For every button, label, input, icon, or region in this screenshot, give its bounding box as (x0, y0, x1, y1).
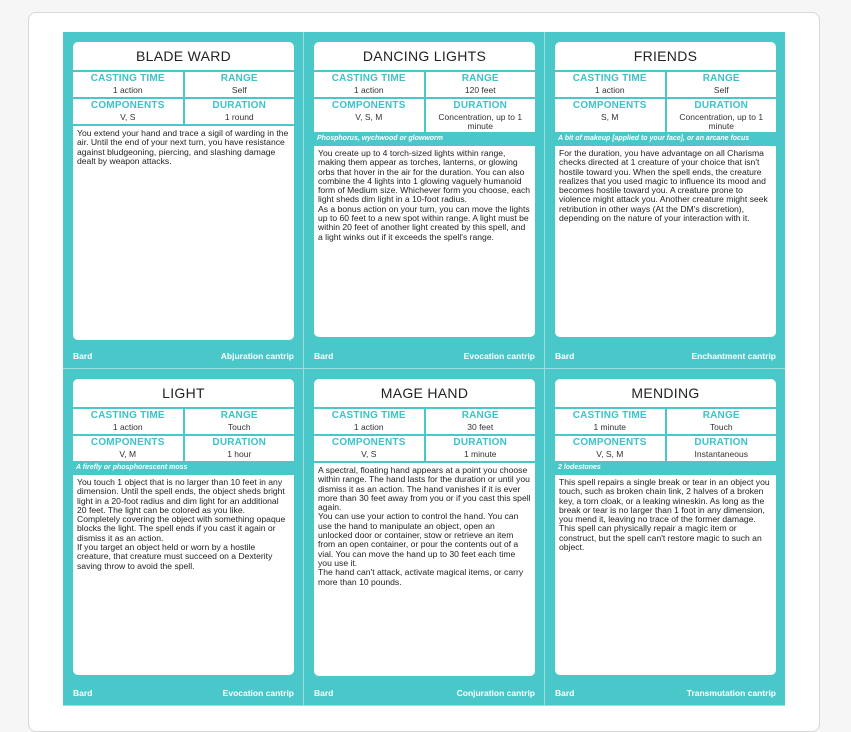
card-stats (73, 72, 294, 124)
card-title: BLADE WARD (73, 42, 294, 70)
range-value: Self (231, 85, 247, 95)
range-value: Touch (709, 422, 733, 432)
description-paragraph: For the duration, you have advantage on all Charisma checks directed at 1 creature of your choice that isn't hostile toward you. When the spell ends, the creature realizes that you used magic to influence its mood and becomes hostile toward you. A creature prone to violence might attack you. Another creature might seek retribution in other ways (At the DM's discretion), depending on the nature of your interaction with it. (559, 148, 768, 224)
card-description (555, 146, 776, 337)
casting-time-value: 1 action (353, 422, 384, 432)
casting-time-value: 1 action (112, 85, 143, 95)
card-stats (555, 409, 776, 461)
duration-label: DURATION (694, 437, 749, 448)
range-stat (185, 72, 295, 97)
casting-time-stat (555, 72, 665, 97)
description-paragraph: You touch 1 object that is no larger than 10 feet in any dimension. Until the spell ends, the object sheds bright light in a 20-foot radius and dim light for an additional 20 feet. The light can be colored as you like. Completely covering the object with something opaque blocks the light. The spell ends if you cast it again or dismiss it as an action. (77, 477, 286, 543)
range-label: RANGE (220, 410, 258, 421)
range-label: RANGE (702, 410, 740, 421)
card-description (555, 475, 776, 675)
duration-value: 1 minute (463, 449, 497, 459)
casting-time-label: CASTING TIME (331, 73, 406, 84)
casting-time-label: CASTING TIME (90, 410, 165, 421)
components-stat (314, 436, 424, 461)
casting-time-value: 1 action (353, 85, 384, 95)
card-title: MAGE HAND (314, 379, 535, 407)
duration-value: Instantaneous (694, 449, 748, 459)
components-label: COMPONENTS (90, 100, 165, 111)
range-label: RANGE (220, 73, 258, 84)
card-title: LIGHT (73, 379, 294, 407)
range-stat (667, 409, 777, 434)
card-class: Bard (555, 351, 575, 361)
components-value: S, M (601, 112, 619, 122)
card-description (314, 146, 535, 337)
casting-time-stat (73, 409, 183, 434)
description-paragraph: If you target an object held or worn by a hostile creature, that creature must succeed on a Dexterity saving throw to avoid the spell. (77, 542, 273, 571)
duration-value: 1 round (224, 112, 254, 122)
card-footer (314, 688, 535, 698)
duration-stat (185, 436, 295, 461)
range-stat (426, 72, 536, 97)
material-component: A bit of makeup [applied to your face], or an arcane focus (558, 135, 750, 142)
material-component: A firefly or phosphorescent moss (76, 464, 188, 471)
range-value: 120 feet (464, 85, 496, 95)
duration-stat (426, 436, 536, 461)
spell-card-grid (63, 32, 785, 712)
range-value: 30 feet (467, 422, 494, 432)
card-footer (73, 351, 294, 361)
casting-time-value: 1 action (594, 85, 625, 95)
duration-value: 1 hour (227, 449, 252, 459)
casting-time-label: CASTING TIME (331, 410, 406, 421)
components-value: V, S (361, 449, 377, 459)
duration-stat (185, 99, 295, 124)
casting-time-value: 1 action (112, 422, 143, 432)
duration-stat (426, 99, 536, 132)
components-stat (73, 436, 183, 461)
card-stats (555, 72, 776, 132)
casting-time-stat (555, 409, 665, 434)
components-stat (555, 99, 665, 132)
description-paragraph: You create up to 4 torch-sized lights within range, making them appear as torches, lanterns, or glowing orbs that hover in the air for the duration. You can also combine the 4 lights into 1 glowing vaguely humanoid form of Medium size. Whichever form you choose, each light sheds dim light in a 10-foot radius. (318, 148, 531, 205)
duration-label: DURATION (212, 437, 267, 448)
description-paragraph: The hand can't attack, activate magical items, or carry more than 10 pounds. (318, 567, 524, 587)
range-value: Touch (227, 422, 251, 432)
spell-card-mage-hand (304, 369, 545, 706)
card-stats (73, 409, 294, 461)
spell-card-dancing-lights (304, 32, 545, 369)
range-stat (426, 409, 536, 434)
duration-label: DURATION (453, 100, 508, 111)
duration-stat (667, 99, 777, 132)
duration-value: Concentration, up to 1 minute (438, 112, 523, 131)
components-stat (555, 436, 665, 461)
card-title: DANCING LIGHTS (314, 42, 535, 70)
card-title: FRIENDS (555, 42, 776, 70)
card-class: Bard (555, 688, 575, 698)
card-title: MENDING (555, 379, 776, 407)
description-paragraph: As a bonus action on your turn, you can move the lights up to 60 feet to a new spot within range. A light must be within 20 feet of another light created by this spell, and a light winks out if it exceeds the spell's range. (318, 203, 530, 242)
components-value: V, S, M (596, 449, 624, 459)
card-stats (314, 409, 535, 461)
casting-time-value: 1 minute (593, 422, 627, 432)
card-school: Evocation cantrip (222, 688, 294, 698)
range-label: RANGE (702, 73, 740, 84)
spell-card-mending (545, 369, 785, 706)
components-value: V, M (119, 449, 137, 459)
range-value: Self (713, 85, 729, 95)
card-description (73, 126, 294, 340)
card-footer (73, 688, 294, 698)
range-label: RANGE (461, 410, 499, 421)
duration-value: Concentration, up to 1 minute (679, 112, 764, 131)
material-component: 2 lodestones (558, 464, 601, 471)
card-footer (555, 688, 776, 698)
range-stat (667, 72, 777, 97)
card-school: Enchantment cantrip (691, 351, 776, 361)
card-class: Bard (314, 688, 334, 698)
card-school: Transmutation cantrip (686, 688, 776, 698)
duration-stat (667, 436, 777, 461)
spell-card-friends (545, 32, 785, 369)
range-stat (185, 409, 295, 434)
card-stats (314, 72, 535, 132)
components-value: V, S, M (355, 112, 383, 122)
card-school: Evocation cantrip (463, 351, 535, 361)
components-label: COMPONENTS (331, 437, 406, 448)
card-description (73, 475, 294, 675)
description-paragraph: This spell repairs a single break or tear in an object you touch, such as broken chain link, 2 halves of a broken key, a torn cloak, or a leaking wineskin. As long as the break or tear is no larger than 1 foot in any dimension, you mend it, leaving no trace of the former damage. (559, 477, 770, 525)
casting-time-stat (73, 72, 183, 97)
components-label: COMPONENTS (572, 100, 647, 111)
description-paragraph: This spell can physically repair a magic item or construct, but the spell can't restore magic to such an object. (559, 523, 762, 553)
components-stat (73, 99, 183, 124)
casting-time-stat (314, 409, 424, 434)
duration-label: DURATION (694, 100, 749, 111)
card-school: Abjuration cantrip (220, 351, 294, 361)
casting-time-label: CASTING TIME (572, 73, 647, 84)
casting-time-label: CASTING TIME (572, 410, 647, 421)
card-description (314, 463, 535, 676)
duration-label: DURATION (212, 100, 267, 111)
spell-card-blade-ward (63, 32, 304, 369)
components-stat (314, 99, 424, 132)
description-paragraph: A spectral, floating hand appears at a point you choose within range. The hand lasts for the duration or until you dismiss it as an action. The hand vanishes if it is ever more than 30 feet away from you or if you cast this spell again. (318, 465, 531, 513)
casting-time-label: CASTING TIME (90, 73, 165, 84)
spell-card-light (63, 369, 304, 706)
card-class: Bard (73, 688, 93, 698)
range-label: RANGE (461, 73, 499, 84)
components-label: COMPONENTS (572, 437, 647, 448)
components-value: V, S (120, 112, 136, 122)
material-component: Phosphorus, wychwood or glowworm (317, 135, 444, 142)
casting-time-stat (314, 72, 424, 97)
description-paragraph: You can use your action to control the hand. You can use the hand to manipulate an object, open an unlocked door or container, stow or retrieve an item from an open container, or pour the contents out of a vial. You can move the hand up to 30 feet each time you use it. (318, 511, 519, 568)
card-class: Bard (314, 351, 334, 361)
components-label: COMPONENTS (331, 100, 406, 111)
card-school: Conjuration cantrip (456, 688, 535, 698)
components-label: COMPONENTS (90, 437, 165, 448)
description-paragraph: You extend your hand and trace a sigil of warding in the air. Until the end of your next turn, you have resistance against bludgeoning, piercing, and slashing damage dealt by weapon attacks. (77, 128, 289, 166)
duration-label: DURATION (453, 437, 508, 448)
card-class: Bard (73, 351, 93, 361)
card-footer (314, 351, 535, 361)
card-footer (555, 351, 776, 361)
